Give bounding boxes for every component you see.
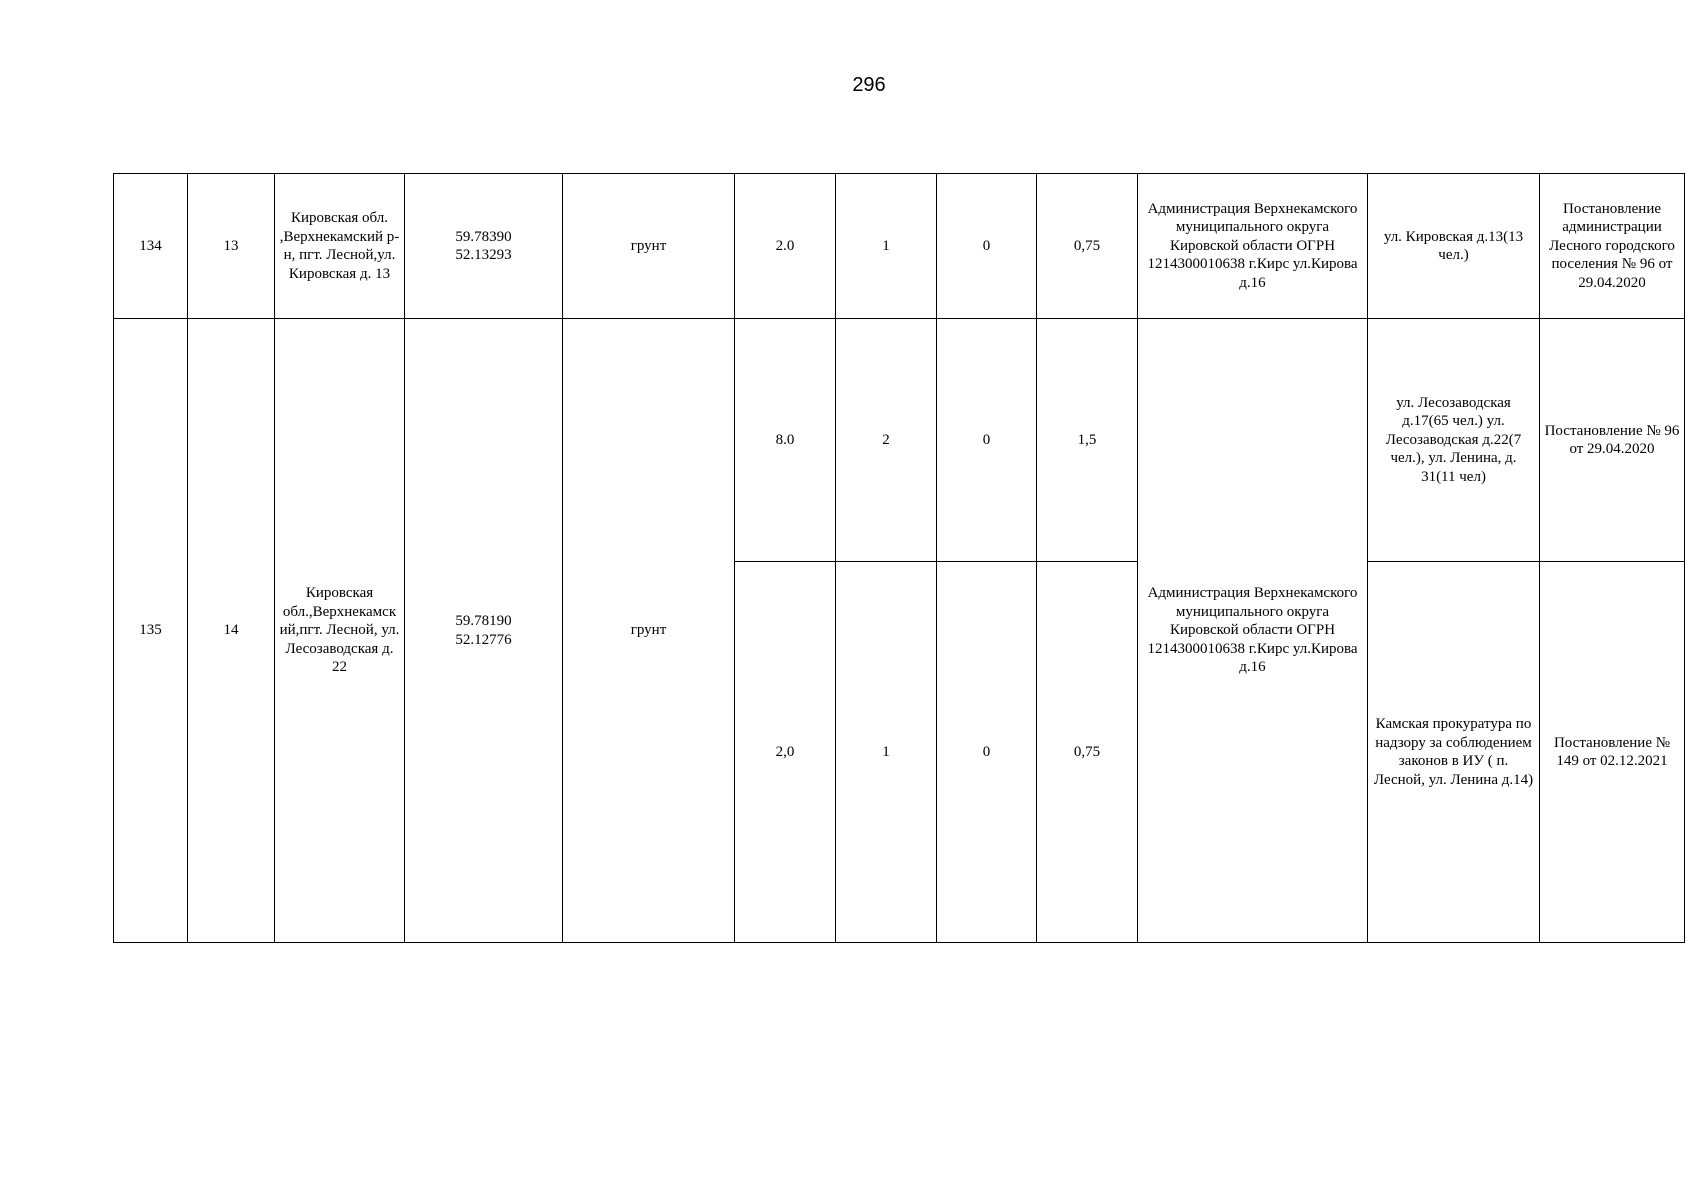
cell-address: Кировская обл. ,Верхнекамский р-н, пгт. Лесной,ул. Кировская д. 13	[275, 174, 405, 319]
table-row	[114, 174, 1685, 319]
cell-containers: 1	[836, 174, 937, 319]
cell-local-number: 14	[188, 319, 275, 943]
cell-volume: 0,75	[1037, 562, 1138, 943]
cell-decree: Постановление № 96 от 29.04.2020	[1540, 319, 1685, 562]
cell-area: 2.0	[735, 174, 836, 319]
registry-table	[113, 173, 1685, 943]
cell-owner: Администрация Верхнекамского муниципального округа Кировской области ОГРН 1214300010638 г.Кирс ул.Кирова д.16	[1138, 319, 1368, 943]
cell-owner: Администрация Верхнекамского муниципального округа Кировской области ОГРН 1214300010638 г.Кирс ул.Кирова д.16	[1138, 174, 1368, 319]
cell-row-number: 134	[114, 174, 188, 319]
page-number: 296	[852, 74, 886, 96]
cell-planned: 0	[937, 319, 1037, 562]
cell-planned: 0	[937, 174, 1037, 319]
cell-containers: 2	[836, 319, 937, 562]
cell-row-number: 135	[114, 319, 188, 943]
cell-decree: Постановление администрации Лесного городского поселения № 96 от 29.04.2020	[1540, 174, 1685, 319]
cell-local-number: 13	[188, 174, 275, 319]
cell-planned: 0	[937, 562, 1037, 943]
cell-volume: 1,5	[1037, 319, 1138, 562]
cell-area: 8.0	[735, 319, 836, 562]
cell-containers: 1	[836, 562, 937, 943]
cell-address: Кировская обл.,Верхнекамский,пгт. Лесной, ул. Лесозаводская д. 22	[275, 319, 405, 943]
cell-volume: 0,75	[1037, 174, 1138, 319]
cell-decree: Постановление № 149 от 02.12.2021	[1540, 562, 1685, 943]
table-row	[114, 319, 1685, 562]
cell-coordinates: 59.78390 52.13293	[405, 174, 563, 319]
cell-coordinates: 59.78190 52.12776	[405, 319, 563, 943]
cell-surface: грунт	[563, 174, 735, 319]
cell-sources: ул. Лесозаводская д.17(65 чел.) ул. Лесозаводская д.22(7 чел.), ул. Ленина, д. 31(11 чел)	[1368, 319, 1540, 562]
cell-surface: грунт	[563, 319, 735, 943]
cell-sources: Камская прокуратура по надзору за соблюдением законов в ИУ ( п. Лесной, ул. Ленина д.14)	[1368, 562, 1540, 943]
cell-sources: ул. Кировская д.13(13 чел.)	[1368, 174, 1540, 319]
cell-area: 2,0	[735, 562, 836, 943]
